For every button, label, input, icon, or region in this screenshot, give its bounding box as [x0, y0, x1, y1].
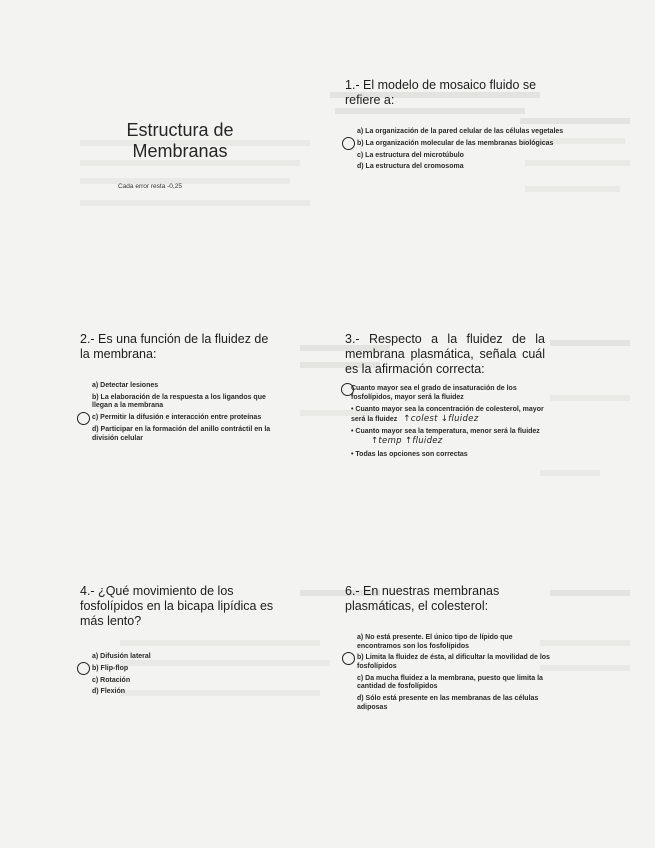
option-marked[interactable]: Cuanto mayor sea el grado de insaturación de los fosfolípidos, mayor será la fluidez: [345, 385, 545, 402]
question-4: [80, 584, 280, 700]
show-through: [540, 470, 600, 476]
question-title: 4.- ¿Qué movimiento de los fosfolípidos en la bicapa lipídica es más lento?: [80, 584, 274, 628]
scoring-note: Cada error resta -0,25: [118, 183, 182, 190]
option-marked[interactable]: b) Flip-flop: [80, 665, 280, 674]
handwritten-note: ↑temp ↑fluidez: [371, 435, 443, 446]
option-marked[interactable]: c) Permitir la difusión e interacción entre proteínas: [80, 414, 280, 423]
option[interactable]: a) Detectar lesiones: [92, 382, 159, 389]
option[interactable]: d) Participar en la formación del anillo contráctil en la división celular: [92, 425, 271, 442]
question-6: [345, 584, 550, 716]
show-through: [80, 178, 290, 184]
show-through: [540, 665, 630, 671]
option[interactable]: d) Sólo está presente en las membranas de las células adiposas: [357, 695, 539, 711]
option[interactable]: • Todas las opciones son correctas: [351, 450, 468, 458]
show-through: [540, 640, 630, 646]
show-through: [80, 200, 310, 206]
question-title: 3.- Respecto a la fluidez de la membrana plasmática, señala cuál es la afirmación correcta:: [345, 332, 545, 376]
option-list: [345, 385, 545, 459]
answer-circle-mark: [342, 137, 355, 150]
document-title: Estructura de Membranas: [126, 120, 234, 161]
option[interactable]: c) Rotación: [92, 676, 131, 684]
show-through: [550, 395, 630, 401]
answer-circle-mark: [341, 383, 354, 396]
option[interactable]: a) Difusión lateral: [92, 653, 151, 660]
option[interactable]: • Cuanto mayor sea la concentración de colesterol, mayor será la fluidez ↑colest ↓fluidez: [351, 406, 544, 424]
option[interactable]: d) Flexión: [92, 688, 126, 696]
option-list: [80, 653, 280, 697]
option-list: [345, 128, 565, 172]
question-3: [345, 332, 545, 463]
option[interactable]: a) No está presente. El único tipo de lípido que encontramos son los fosfolípidos: [357, 634, 513, 650]
option[interactable]: c) La estructura del microtúbulo: [357, 151, 464, 159]
option[interactable]: d) La estructura del cromosoma: [357, 163, 464, 171]
option[interactable]: b) La elaboración de la respuesta a los ligandos que llegan a la membrana: [92, 393, 266, 410]
show-through: [525, 186, 620, 192]
question-2: [80, 332, 280, 446]
question-1: [345, 78, 565, 175]
option-list: [80, 382, 280, 443]
option-marked[interactable]: b) La organización molecular de las membranas biológicas: [345, 140, 565, 149]
answer-circle-mark: [77, 412, 90, 425]
answer-circle-mark: [77, 662, 90, 675]
question-title: 6.- En nuestras membranas plasmáticas, el colesterol:: [345, 584, 500, 613]
option-list: [345, 634, 550, 712]
show-through: [550, 590, 630, 596]
answer-circle-mark: [342, 652, 355, 665]
handwritten-note: ↑colest ↓fluidez: [403, 413, 479, 424]
option[interactable]: c) Da mucha fluidez a la membrana, puesto que limita la cantidad de fosfolípidos: [357, 674, 543, 691]
option[interactable]: • Cuanto mayor sea la temperatura, menor será la fluidez ↑temp ↑fluidez: [351, 428, 540, 446]
option-marked[interactable]: b) Limita la fluidez de ésta, al dificultar la movilidad de los fosfolípidos: [345, 654, 550, 671]
show-through: [550, 340, 630, 346]
question-title: 1.- El modelo de mosaico fluido se refiere a:: [345, 78, 537, 107]
option[interactable]: a) La organización de la pared celular de las células vegetales: [357, 128, 564, 135]
question-title: 2.- Es una función de la fluidez de la membrana:: [80, 332, 269, 361]
